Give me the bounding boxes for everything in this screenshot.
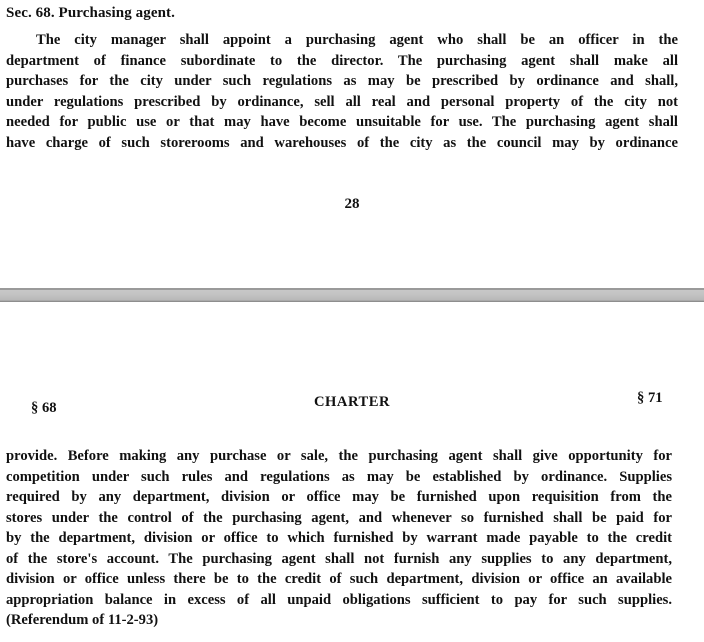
paragraph-line: department of finance subordinate to the director. The purchasing agent shall make all xyxy=(6,52,678,69)
paragraph-line: required by any department, division or office may be furnished upon requisition from the xyxy=(6,489,672,505)
paragraph-line: stores under the control of the purchasing agent, and whenever so furnished shall be paid for xyxy=(6,509,672,526)
referendum-note: (Referendum of 11-2-93) xyxy=(6,612,159,628)
section-heading: Sec. 68. Purchasing agent. xyxy=(6,5,175,21)
paragraph-line: by the department, division or office to which furnished by warrant made payable to the credit xyxy=(6,530,672,546)
running-header xyxy=(0,390,704,418)
header-section-end: § 71 xyxy=(637,390,663,406)
paragraph-line: have charge of such storerooms and warehouses of the city as the council may by ordinance xyxy=(6,134,678,151)
paragraph-line: competition under such rules and regulations as may be established by ordinance. Supplies xyxy=(6,468,672,485)
header-title: CHARTER xyxy=(314,394,390,410)
page-number: 28 xyxy=(344,196,360,212)
bottom-page xyxy=(0,302,704,642)
paragraph-line: division or office unless there be to the credit of such department, division or office an available xyxy=(6,571,672,587)
paragraph-line: of the store's account. The purchasing agent shall not furnish any supplies to any department, xyxy=(6,550,672,567)
paragraph-line: appropriation balance in excess of all unpaid obligations sufficient to pay for such supplies. xyxy=(6,591,672,608)
header-section-start: § 68 xyxy=(31,400,57,416)
paragraph-line: provide. Before making any purchase or sale, the purchasing agent shall give opportunity for xyxy=(6,448,672,464)
paragraph-line: The city manager shall appoint a purchasing agent who shall be an officer in the xyxy=(36,32,678,48)
section-paragraph-continued xyxy=(6,446,672,631)
paragraph-line: purchases for the city under such regulations as may be prescribed by ordinance and shall, xyxy=(6,73,678,89)
section-paragraph-top xyxy=(6,30,678,153)
paragraph-line: under regulations prescribed by ordinance, sell all real and personal property of the city not xyxy=(6,93,678,110)
page-break-divider xyxy=(0,288,704,302)
top-page xyxy=(0,0,704,288)
paragraph-line: needed for public use or that may have become unsuitable for use. The purchasing agent shall xyxy=(6,114,678,130)
